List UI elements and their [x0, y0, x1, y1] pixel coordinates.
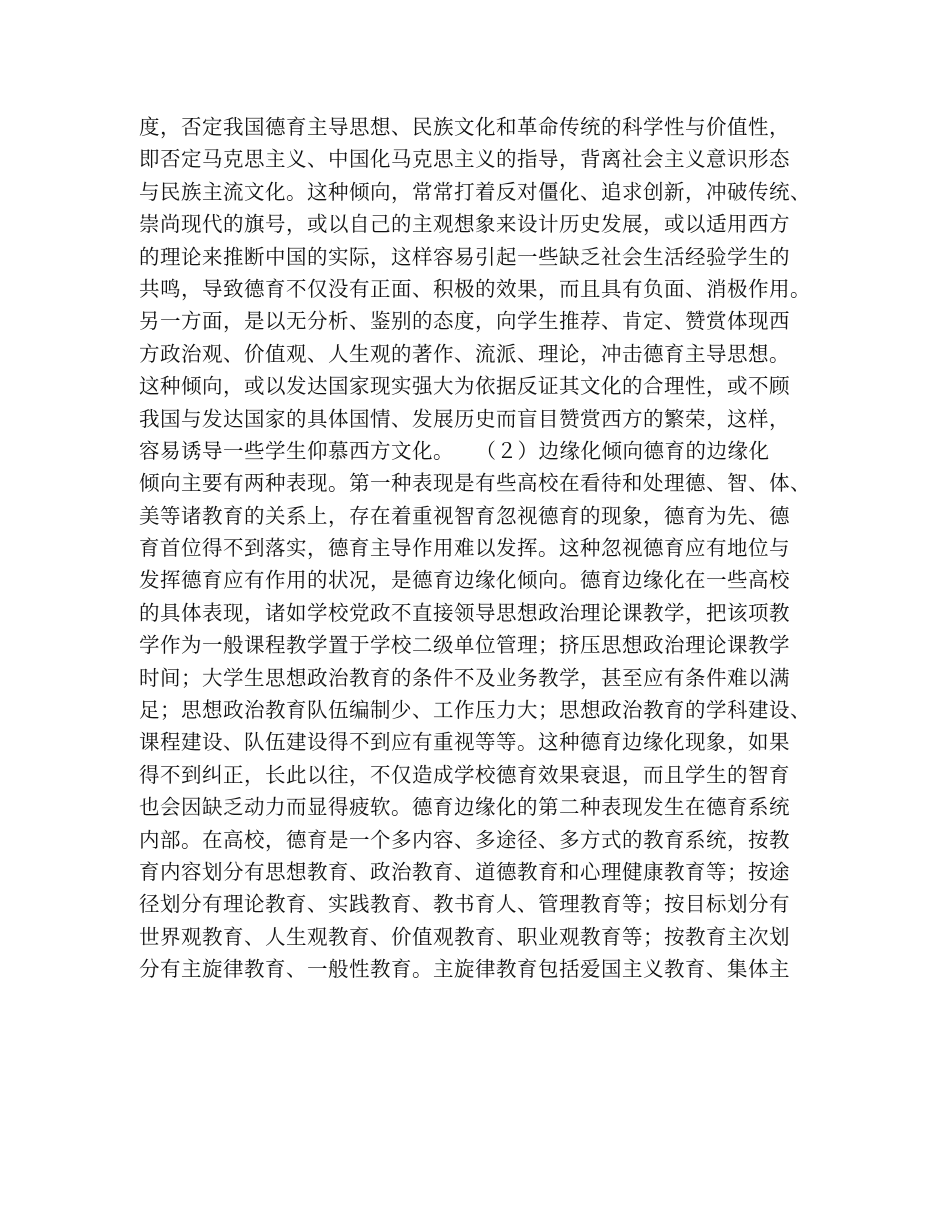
text-line: 发挥德育应有作用的状况，是德育边缘化倾向。德育边缘化在一些高校 — [139, 568, 790, 593]
text-line: 学作为一般课程教学置于学校二级单位管理；挤压思想政治理论课教学 — [139, 633, 790, 658]
text-line: 另一方面，是以无分析、鉴别的态度，向学生推荐、肯定、赞赏体现西 — [139, 309, 790, 334]
text-line: 与民族主流文化。这种倾向，常常打着反对僵化、追求创新，冲破传统、 — [139, 179, 811, 204]
text-line: 也会因缺乏动力而显得疲软。德育边缘化的第二种表现发生在德育系统 — [139, 795, 790, 820]
text-line: 分有主旋律教育、一般性教育。主旋律教育包括爱国主义教育、集体主 — [139, 957, 790, 982]
body-text — [139, 111, 829, 986]
text-line: 育内容划分有思想教育、政治教育、道德教育和心理健康教育等；按途 — [139, 859, 790, 884]
text-line: 时间；大学生思想政治教育的条件不及业务教学，甚至应有条件难以满 — [139, 665, 790, 690]
text-line: 的理论来推断中国的实际，这样容易引起一些缺乏社会生活经验学生的 — [139, 244, 790, 269]
text-line: 容易诱导一些学生仰慕西方文化。 （２）边缘化倾向德育的边缘化 — [139, 438, 770, 463]
text-line: 美等诸教育的关系上，存在着重视智育忽视德育的现象，德育为先、德 — [139, 503, 790, 528]
text-line: 课程建设、队伍建设得不到应有重视等等。这种德育边缘化现象，如果 — [139, 730, 790, 755]
text-line: 世界观教育、人生观教育、价值观教育、职业观教育等；按教育主次划 — [139, 924, 790, 949]
text-line: 方政治观、价值观、人生观的著作、流派、理论，冲击德育主导思想。 — [139, 341, 790, 366]
text-line: 的具体表现，诸如学校党政不直接领导思想政治理论课教学，把该项教 — [139, 600, 790, 625]
text-line: 育首位得不到落实，德育主导作用难以发挥。这种忽视德育应有地位与 — [139, 536, 790, 561]
text-line: 得不到纠正，长此以往，不仅造成学校德育效果衰退，而且学生的智育 — [139, 762, 790, 787]
text-line: 度，否定我国德育主导思想、民族文化和革命传统的科学性与价值性， — [139, 115, 790, 139]
text-line: 共鸣，导致德育不仅没有正面、积极的效果，而且具有负面、消极作用。 — [139, 276, 811, 301]
text-line: 这种倾向，或以发达国家现实强大为依据反证其文化的合理性，或不顾 — [139, 374, 790, 399]
text-line: 倾向主要有两种表现。第一种表现是有些高校在看待和处理德、智、体、 — [139, 471, 811, 496]
text-line: 崇尚现代的旗号，或以自己的主观想象来设计历史发展，或以适用西方 — [139, 212, 790, 237]
text-line: 足；思想政治教育队伍编制少、工作压力大；思想政治教育的学科建设、 — [139, 698, 811, 723]
text-line: 径划分有理论教育、实践教育、教书育人、管理教育等；按目标划分有 — [139, 892, 790, 917]
text-line: 我国与发达国家的具体国情、发展历史而盲目赞赏西方的繁荣，这样， — [139, 406, 790, 431]
text-line: 即否定马克思主义、中国化马克思主义的指导，背离社会主义意识形态 — [139, 147, 790, 172]
text-line: 内部。在高校，德育是一个多内容、多途径、多方式的教育系统，按教 — [139, 827, 790, 852]
